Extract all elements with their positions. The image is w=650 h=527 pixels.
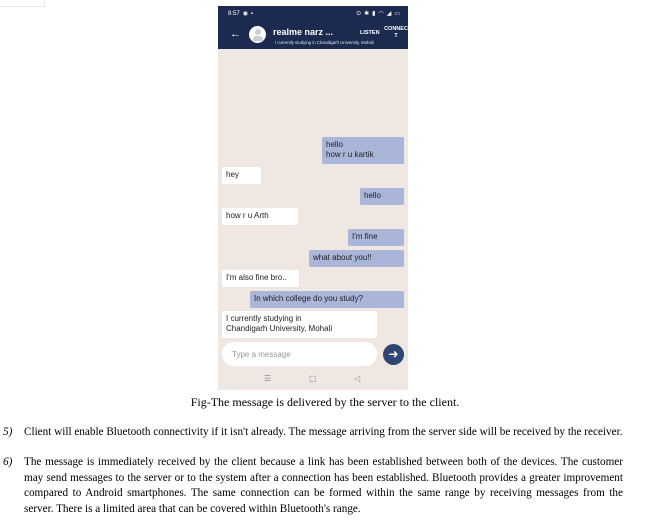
- message-bubble-received: I currently studying in Chandigarh University, Mohali: [222, 311, 377, 338]
- message-bubble-received: hey: [222, 167, 261, 184]
- wifi-icon: ◠: [378, 10, 384, 17]
- figure-caption: Fig-The message is delivered by the server to the client.: [190, 395, 460, 409]
- message-input[interactable]: [232, 348, 367, 360]
- message-bubble-sent: I'm fine: [348, 229, 404, 246]
- message-bubble-sent: hello: [360, 188, 404, 205]
- menu-icon[interactable]: ☰: [264, 374, 272, 383]
- message-bubble-sent: what about you!!: [309, 250, 404, 267]
- item-text: Client will enable Bluetooth connectivity if it isn't already. The message arriving from the server side will be received by the receiver.: [24, 426, 623, 438]
- back-arrow-icon[interactable]: ←: [230, 28, 241, 40]
- message-bubble-received: I'm also fine bro..: [222, 270, 299, 287]
- contact-name: realme narz ...: [273, 27, 334, 37]
- status-bar: [218, 6, 408, 21]
- connect-button[interactable]: CONNECT: [384, 26, 408, 39]
- data-icon: ⊙: [356, 10, 362, 17]
- status-time: 8:57: [228, 10, 240, 17]
- battery-icon: ▭: [394, 10, 400, 17]
- avatar[interactable]: [249, 26, 266, 43]
- signal-icon: ◢: [386, 10, 392, 17]
- message-icon: ▪: [250, 10, 254, 17]
- contact-status: I currently studying in Chandigarh University, Mohali: [275, 40, 374, 45]
- back-triangle-icon[interactable]: ◁: [354, 374, 361, 383]
- camera-icon: ◉: [242, 10, 248, 17]
- message-bubble-sent: hello how r u kartik: [322, 137, 404, 164]
- message-input-bar[interactable]: [222, 342, 377, 366]
- message-bubble-received: how r u Arth: [222, 208, 298, 225]
- phone-screenshot: [218, 6, 408, 390]
- send-button[interactable]: [383, 344, 404, 365]
- android-nav-bar: [218, 374, 408, 388]
- message-bubble-sent: In which college do you study?: [250, 291, 404, 308]
- listen-button[interactable]: LISTEN: [360, 30, 380, 36]
- chat-app-bar: [218, 21, 408, 49]
- item-number: 6): [3, 456, 13, 468]
- item-number: 5): [3, 426, 13, 438]
- corner-frame: [0, 0, 45, 7]
- home-icon[interactable]: ▢: [309, 374, 317, 383]
- item-text: The message is immediately received by the client because a link has been established between both of the devices. The customer may send messages to the server or to the system after a connection has been established. Bluetooth provides a greater improvement compared to Android smartphones. The same connection can be formed within the same range by receiving messages from the server. There is a limited area that can be covered within Bluetooth's range.: [24, 456, 623, 515]
- volte-icon: ▮: [372, 10, 376, 17]
- bluetooth-icon: ✱: [364, 10, 370, 17]
- send-arrow-icon: ➜: [388, 347, 399, 361]
